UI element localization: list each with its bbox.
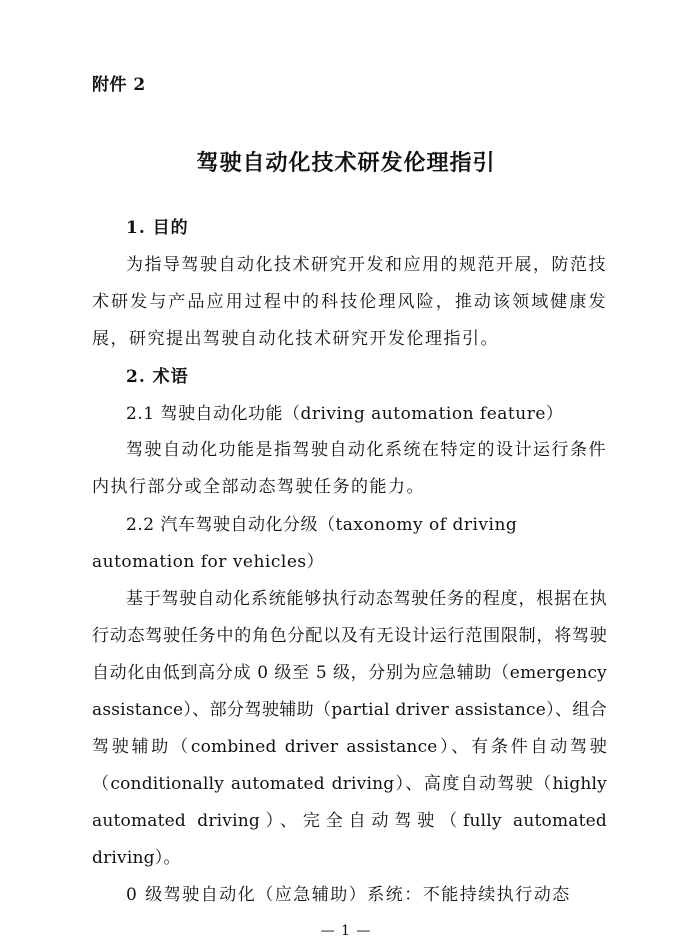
attachment-label: 附件 2 — [92, 75, 146, 95]
subsection-heading-2-1: 2.1 驾驶自动化功能（driving automation feature） — [126, 404, 564, 424]
subsection-2-1-body — [92, 432, 607, 506]
subsection-2-2 — [92, 507, 607, 914]
section-heading-purpose: 1. 目的 — [126, 218, 189, 238]
section-purpose — [92, 210, 607, 358]
subsection-heading-2-2: 2.2 汽车驾驶自动化分级（taxonomy of driving automation for vehicles） — [92, 515, 518, 572]
section-terms — [92, 359, 607, 433]
subsection-2-2-continuation: 0 级驾驶自动化（应急辅助）系统：不能持续执行动态 — [126, 885, 571, 905]
page-number: — 1 — — [320, 923, 372, 939]
section-heading-terms: 2. 术语 — [126, 367, 189, 387]
subsection-2-1-paragraph: 驾驶自动化功能是指驾驶自动化系统在特定的设计运行条件内执行部分或全部动态驾驶任务的能力。 — [92, 440, 607, 497]
purpose-paragraph: 为指导驾驶自动化技术研究开发和应用的规范开展，防范技术研发与产品应用过程中的科技伦理风险，推动该领域健康发展，研究提出驾驶自动化技术研究开发伦理指引。 — [92, 255, 607, 349]
subsection-2-2-paragraph: 基于驾驶自动化系统能够执行动态驾驶任务的程度，根据在执行动态驾驶任务中的角色分配以及有无设计运行范围限制，将驾驶自动化由低到高分成 0 级至 5 级，分别为应急辅助（emergency assistance）、部分驾驶辅助（partial driver assistance）、组合驾驶辅助（combined driver assistance）、有条件自动驾驶（conditionally automated driving）、高度自动驾驶（highly automated driving）、完全自动驾驶（fully automated driving）。 — [92, 589, 607, 868]
document-title: 驾驶自动化技术研发伦理指引 — [196, 150, 496, 176]
